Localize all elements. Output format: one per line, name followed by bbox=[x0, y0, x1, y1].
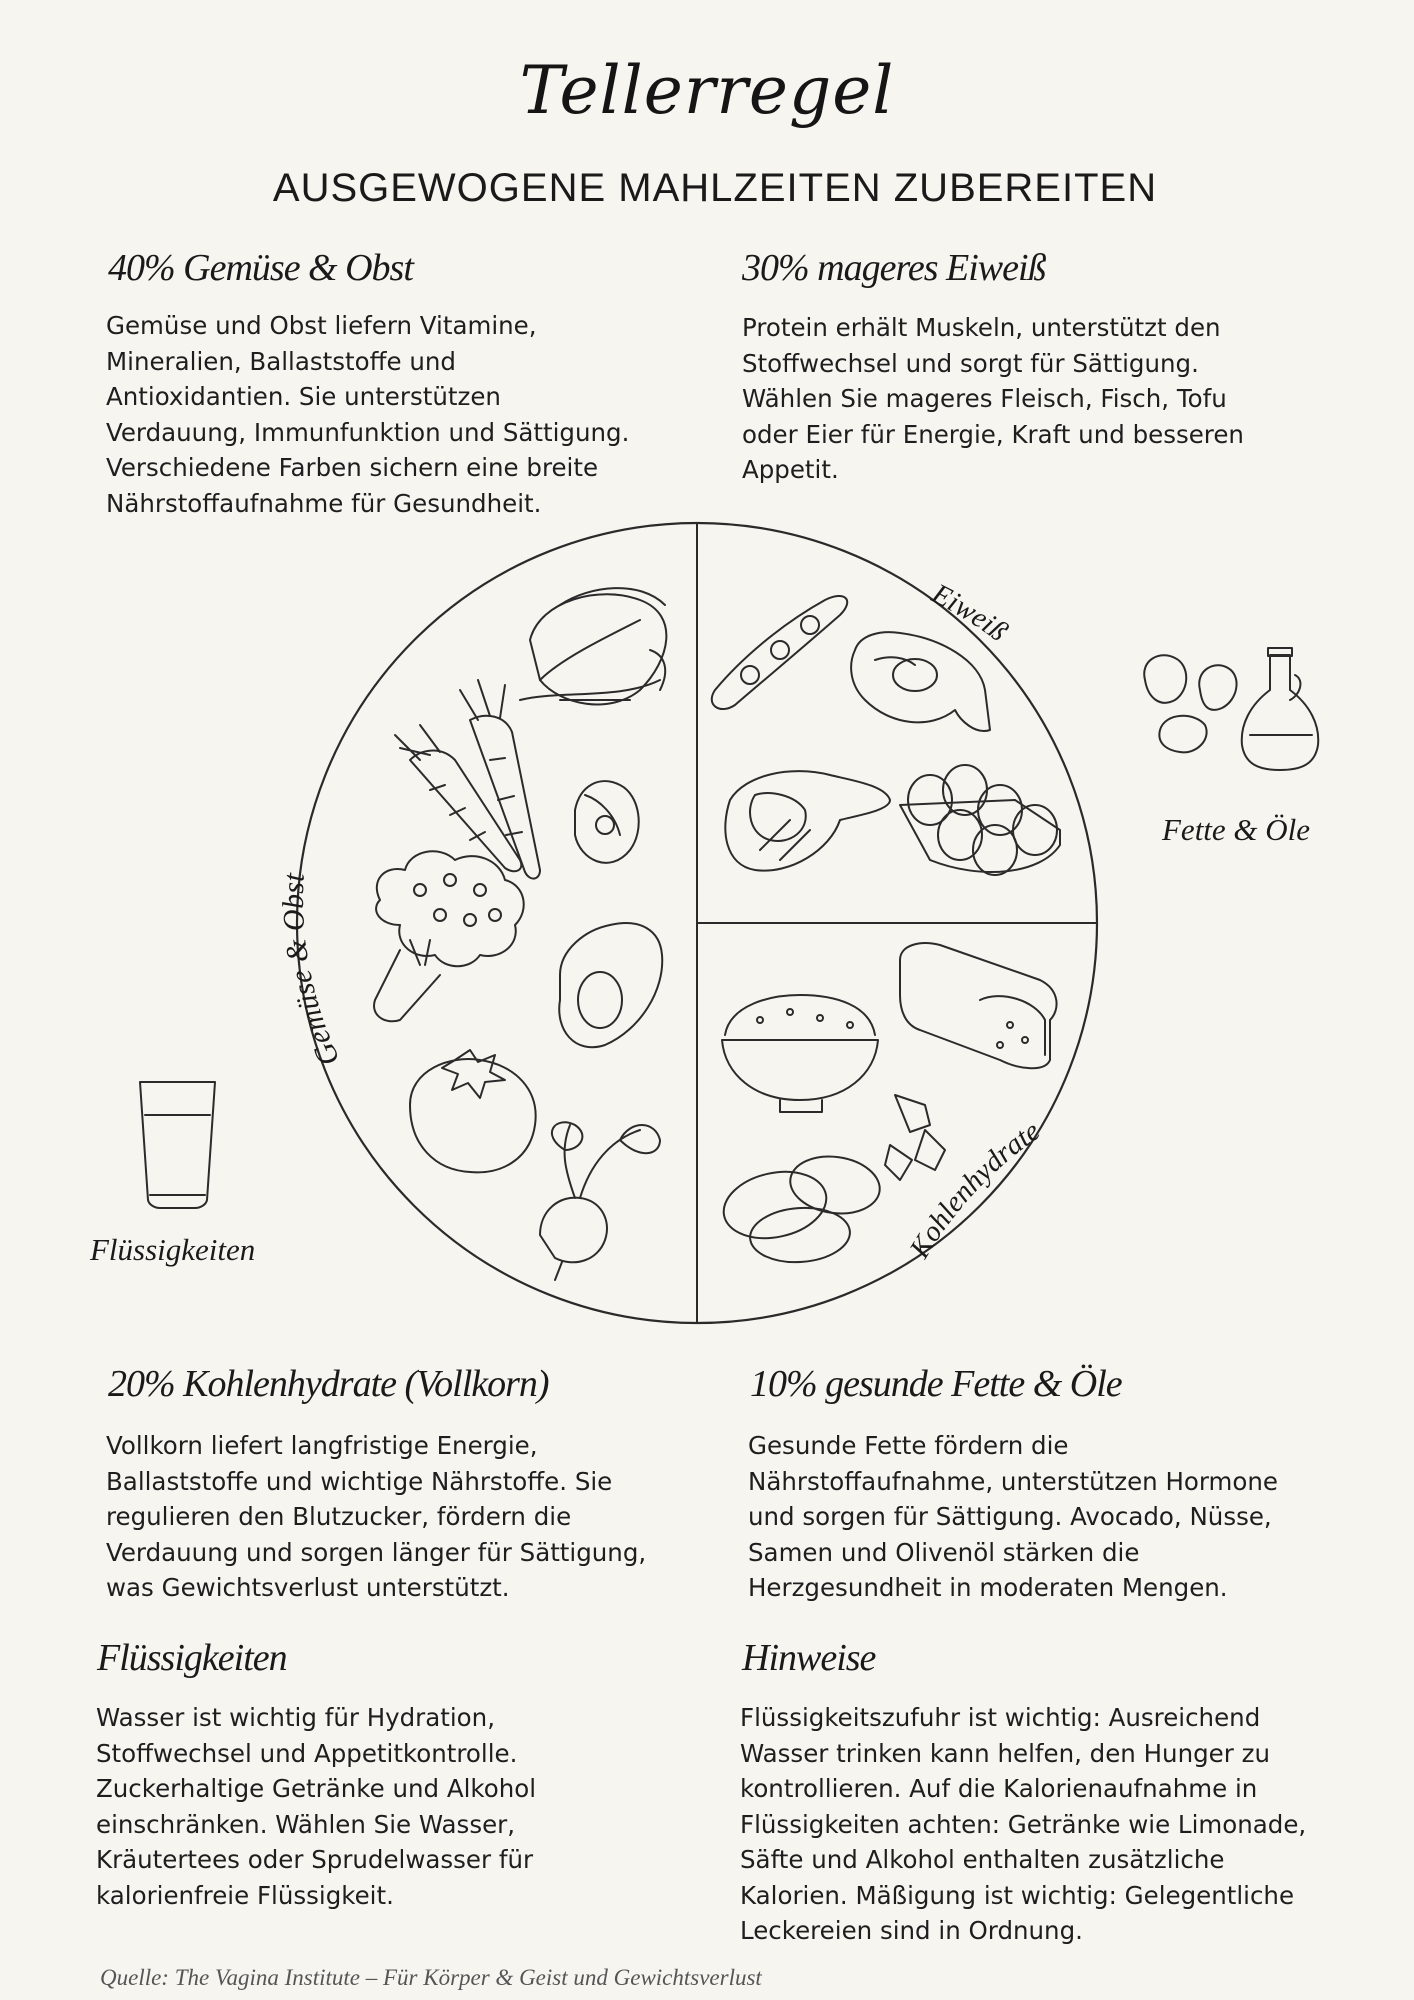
water-glass-icon bbox=[140, 1082, 215, 1208]
carbs-text: Vollkorn liefert langfristige Energie, Ballaststoffe und wichtige Nährstoffe. Sie regulieren den Blutzucker, fördern die Verdauung und sorgen länger für Sättigung, was Gewichtsverlust unterstützt. bbox=[106, 1431, 647, 1602]
tomato-icon bbox=[410, 1050, 536, 1172]
peach-icon bbox=[575, 781, 639, 863]
page-title: Tellerregel bbox=[519, 52, 895, 129]
fats-text: Gesunde Fette fördern die Nährstoffaufnahme, unterstützen Hormone und sorgen für Sättigung. Avocado, Nüsse, Samen und Olivenöl stärken die Herzgesundheit in moderaten Mengen. bbox=[748, 1431, 1279, 1602]
nuts-icon bbox=[1144, 655, 1236, 752]
fluids-text: Wasser ist wichtig für Hydration, Stoffwechsel und Appetitkontrolle. Zuckerhaltige Getränke und Alkohol einschränken. Wählen Sie Wasser, Kräutertees oder Sprudelwasser für kalorienfreie Flüssigkeit. bbox=[96, 1703, 537, 1910]
notes-text: Flüssigkeitszufuhr ist wichtig: Ausreichend Wasser trinken kann helfen, den Hunger zu kontrollieren. Auf die Kalorienaufnahme in Flüssigkeiten achten: Getränke wie Limonade, Säfte und Alkohol enthalten zusätzliche Kalorien. Mäßigung ist wichtig: Gelegentliche Leckereien sind in Ordnung. bbox=[740, 1703, 1307, 1945]
carrots-icon bbox=[395, 680, 540, 879]
eggs-icon bbox=[900, 765, 1060, 875]
steak-icon bbox=[725, 771, 890, 870]
pasta-icon bbox=[885, 1095, 945, 1180]
avocado-icon bbox=[559, 923, 662, 1047]
plate-label-protein: Eiweiß bbox=[926, 577, 1014, 648]
carbs-heading: 20% Kohlenhydrate (Vollkorn) bbox=[108, 1363, 549, 1405]
fats-heading: 10% gesunde Fette & Öle bbox=[750, 1363, 1122, 1405]
edamame-icon bbox=[712, 596, 847, 709]
source-note: Quelle: The Vagina Institute – Für Körper & Geist und Gewichtsverlust bbox=[100, 1965, 762, 1990]
beet-icon bbox=[540, 1122, 660, 1280]
fluids-label: Flüssigkeiten bbox=[90, 1232, 256, 1267]
protein-text: Protein erhält Muskeln, unterstützt den Stoffwechsel und sorgt für Sättigung. Wählen Sie mageres Fleisch, Fisch, Tofu oder Eier für Energie, Kraft und besseren Appetit. bbox=[742, 313, 1244, 484]
salmon-icon bbox=[851, 632, 990, 731]
oil-bottle-icon bbox=[1242, 648, 1319, 770]
fats-label: Fette & Öle bbox=[1162, 812, 1311, 847]
protein-heading: 30% mageres Eiweiß bbox=[742, 247, 1046, 289]
potatoes-icon bbox=[717, 1151, 883, 1265]
plate-label-carbs: Kohlenhydrate bbox=[903, 1114, 1046, 1264]
rice-bowl-icon bbox=[722, 995, 878, 1112]
vegetables-heading: 40% Gemüse & Obst bbox=[108, 247, 413, 289]
spinach-icon bbox=[520, 588, 666, 704]
vegetables-text: Gemüse und Obst liefern Vitamine, Mineralien, Ballaststoffe und Antioxidantien. Sie unterstützen Verdauung, Immunfunktion und Sättigung. Verschiedene Farben sichern eine breite Nährstoffaufnahme für Gesundheit. bbox=[106, 311, 630, 518]
plate-label-vegetables: Gemüse & Obst bbox=[276, 872, 347, 1071]
page-subtitle: AUSGEWOGENE MAHLZEITEN ZUBEREITEN bbox=[272, 166, 1158, 210]
broccoli-icon bbox=[374, 851, 524, 1021]
fluids-heading: Flüssigkeiten bbox=[97, 1637, 287, 1679]
notes-heading: Hinweise bbox=[742, 1637, 876, 1679]
bread-icon bbox=[900, 943, 1057, 1068]
